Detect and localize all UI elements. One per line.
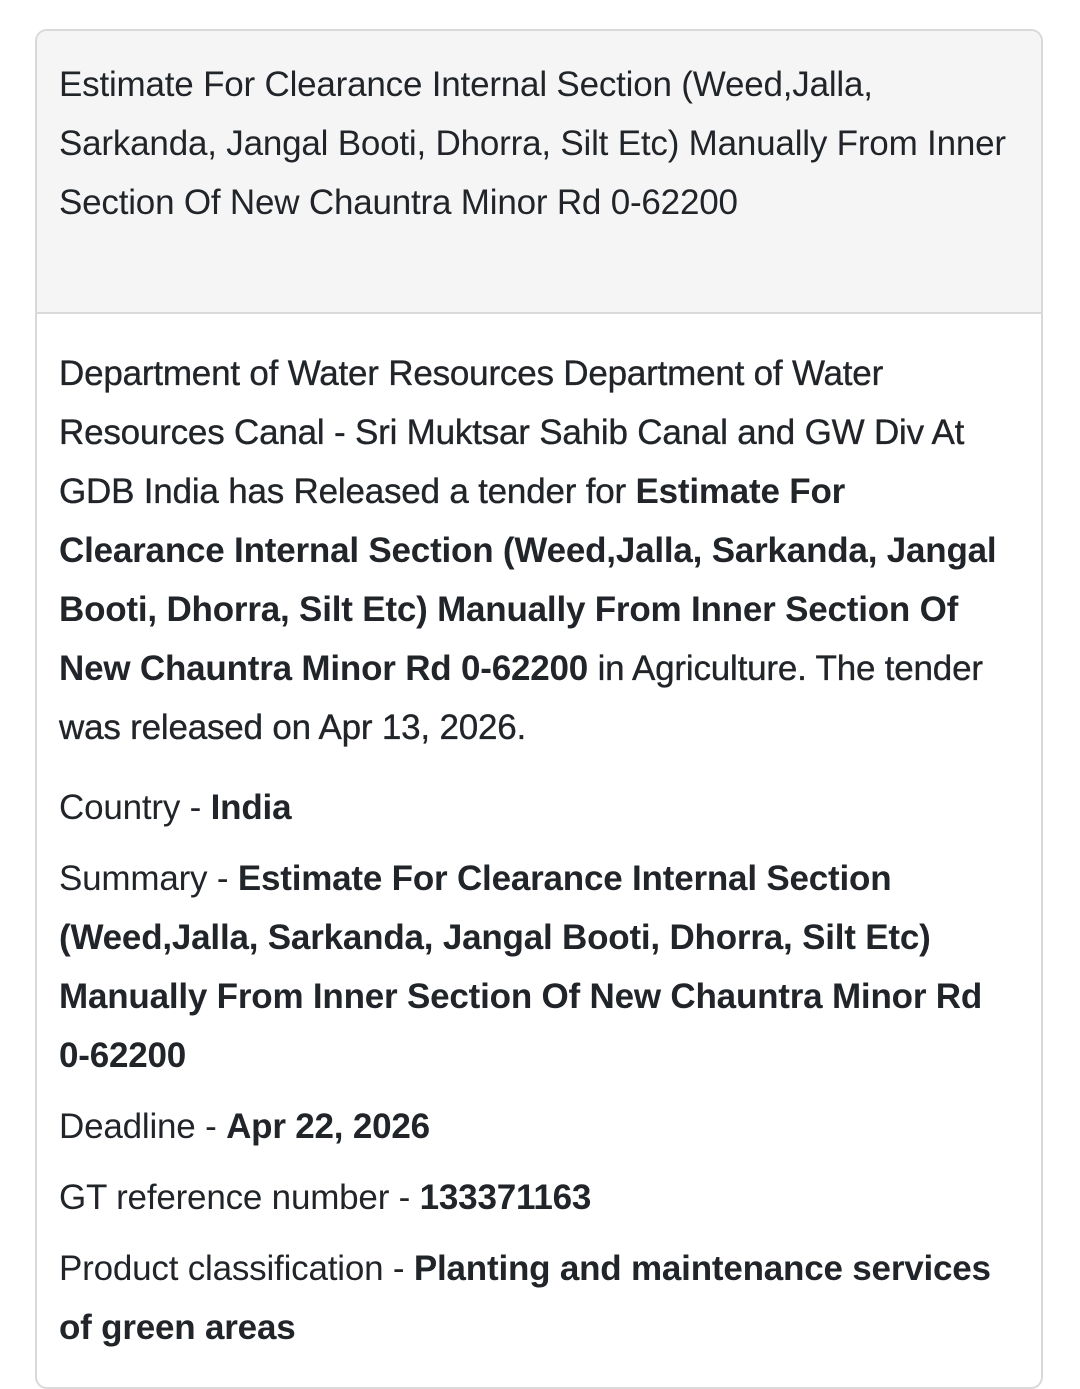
- detail-gt-reference-number: [59, 1168, 1019, 1227]
- description-suffix: in Agriculture. The tender was released on Apr 13, 2026.: [59, 649, 983, 747]
- detail-value: 133371163: [419, 1178, 592, 1217]
- tender-description: [59, 344, 1019, 757]
- detail-label: Product classification -: [59, 1249, 414, 1288]
- detail-value: Estimate For Clearance Internal Section (Weed,Jalla, Sarkanda, Jangal Booti, Dhorra, Silt Etc) Manually From Inner Section Of New Chauntra Minor Rd 0-62200: [59, 859, 983, 1075]
- detail-value: Planting and maintenance services of green areas: [59, 1249, 991, 1347]
- detail-label: Deadline -: [59, 1107, 227, 1146]
- detail-label: Country -: [59, 788, 211, 827]
- detail-country: [59, 778, 1019, 837]
- detail-deadline: [59, 1097, 1019, 1156]
- detail-label: GT reference number -: [59, 1178, 420, 1217]
- detail-product-classification: [59, 1239, 1019, 1357]
- detail-value: India: [210, 788, 292, 827]
- tender-card-header: [37, 31, 1041, 314]
- description-tender-title: Estimate For Clearance Internal Section (Weed,Jalla, Sarkanda, Jangal Booti, Dhorra, Silt Etc) Manually From Inner Section Of New Chauntra Minor Rd 0-62200: [59, 472, 997, 688]
- detail-value: Apr 22, 2026: [226, 1107, 430, 1146]
- tender-card-body: [37, 314, 1041, 1389]
- tender-card: [35, 29, 1043, 1389]
- description-prefix: Department of Water Resources Department of Water Resources Canal - Sri Muktsar Sahib Canal and GW Div At GDB India has Released a tender for: [59, 354, 965, 511]
- detail-label: Summary -: [59, 859, 238, 898]
- detail-summary: [59, 849, 1019, 1085]
- tender-title: Estimate For Clearance Internal Section (Weed,Jalla, Sarkanda, Jangal Booti, Dhorra, Silt Etc) Manually From Inner Section Of New Chauntra Minor Rd 0-62200: [59, 65, 1006, 222]
